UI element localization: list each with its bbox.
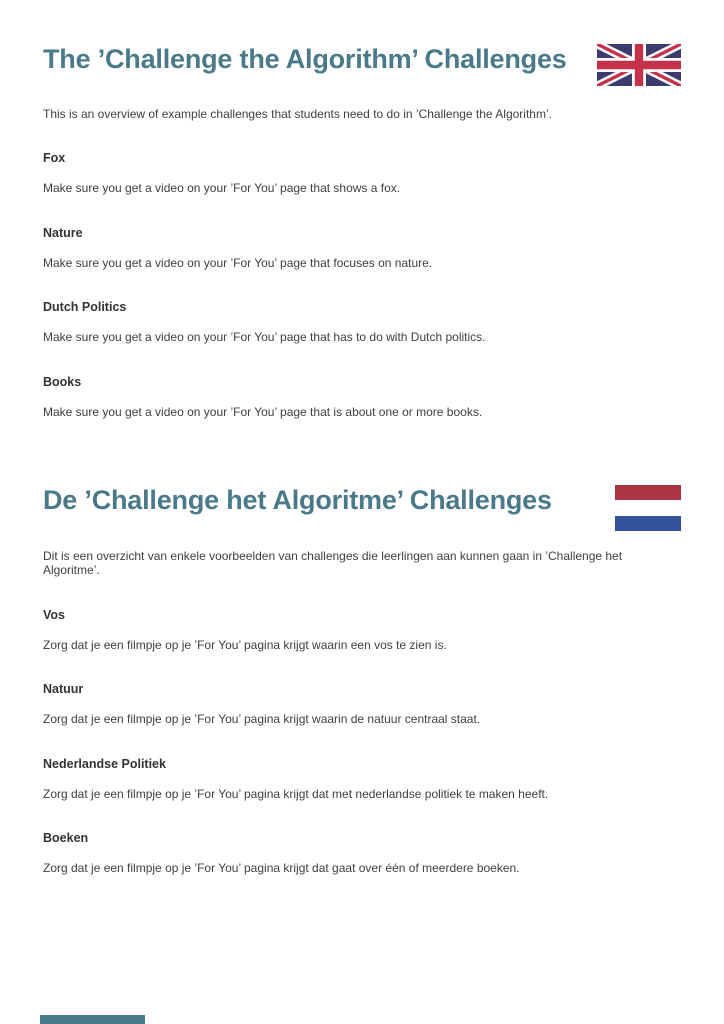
- challenge-description: Make sure you get a video on your ’For You’ page that shows a fox.: [43, 181, 401, 196]
- uk-flag-icon: [597, 44, 681, 86]
- challenge-item: [43, 682, 681, 726]
- challenge-heading: Dutch Politics: [43, 300, 127, 315]
- challenge-heading: Nature: [43, 225, 83, 240]
- challenge-description: Zorg dat je een filmpje op je ’For You’ pagina krijgt dat gaat over één of meerdere boeken.: [43, 860, 520, 875]
- section-intro: This is an overview of example challenges that students need to do in ’Challenge the Algorithm’.: [43, 107, 552, 121]
- next-page-peek-bar: [40, 1015, 145, 1024]
- section-header: [43, 485, 681, 531]
- challenge-heading: Boeken: [43, 830, 89, 845]
- challenge-heading: Vos: [43, 607, 65, 622]
- challenge-item: [43, 608, 681, 652]
- section-intro: Dit is een overzicht van enkele voorbeelden van challenges die leerlingen aan kunnen gaan in ’Challenge het Algoritme’.: [43, 548, 623, 578]
- nl-flag-icon: [615, 485, 681, 531]
- challenge-description: Zorg dat je een filmpje op je ’For You’ pagina krijgt waarin een vos te zien is.: [43, 637, 447, 652]
- challenge-description: Make sure you get a video on your ’For You’ page that has to do with Dutch politics.: [43, 330, 486, 345]
- challenge-item: [43, 757, 681, 801]
- challenge-item: [43, 375, 681, 419]
- challenge-description: Make sure you get a video on your ’For You’ page that focuses on nature.: [43, 255, 433, 270]
- challenge-item: [43, 831, 681, 875]
- challenge-description: Zorg dat je een filmpje op je ’For You’ pagina krijgt dat met nederlandse politiek te maken heeft.: [43, 786, 549, 801]
- nl-flag-red-band: [615, 485, 681, 500]
- challenge-heading: Natuur: [43, 682, 84, 697]
- challenge-item: [43, 300, 681, 344]
- section-english: [43, 44, 681, 419]
- challenge-item: [43, 151, 681, 195]
- challenge-heading: Books: [43, 374, 82, 389]
- page-title-dutch: De ’Challenge het Algoritme’ Challenges: [43, 484, 552, 515]
- nl-flag-white-band: [615, 500, 681, 515]
- page-title: The ’Challenge the Algorithm’ Challenges: [43, 44, 567, 74]
- challenge-description: Make sure you get a video on your ’For You’ page that is about one or more books.: [43, 404, 483, 419]
- challenge-heading: Nederlandse Politiek: [43, 756, 166, 771]
- nl-flag-blue-band: [615, 516, 681, 531]
- challenge-item: [43, 226, 681, 270]
- section-dutch: [43, 485, 681, 875]
- challenge-heading: Fox: [43, 151, 66, 166]
- section-header: [43, 44, 681, 86]
- challenge-description: Zorg dat je een filmpje op je ’For You’ pagina krijgt waarin de natuur centraal staat.: [43, 712, 481, 727]
